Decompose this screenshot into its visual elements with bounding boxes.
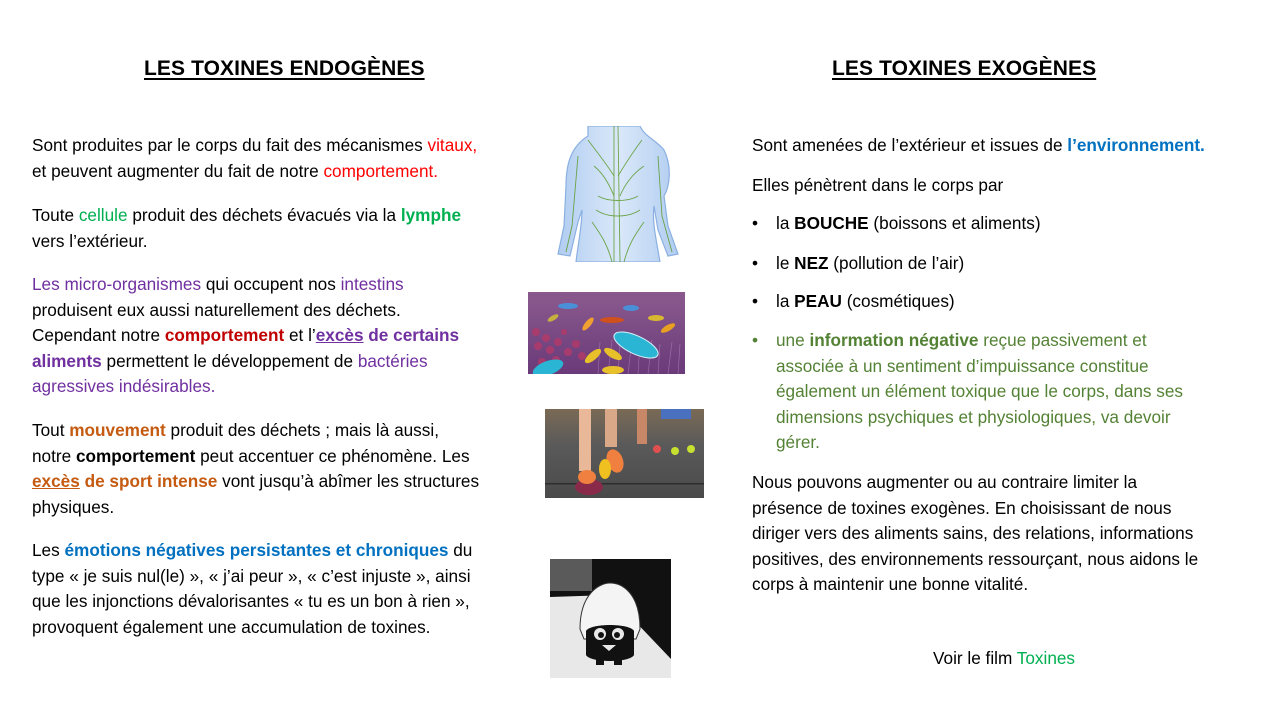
text: le: [776, 253, 795, 273]
text: Les: [32, 540, 65, 560]
text: permettent le développement de: [101, 350, 358, 371]
text: reçue passivement et: [978, 330, 1147, 350]
highlight-exces: excès: [32, 471, 80, 491]
highlight-mouvement: mouvement: [69, 420, 166, 440]
highlight-comportement: comportement: [164, 325, 285, 345]
highlight-bacteries: bactéries: [357, 350, 428, 371]
text: que les injonctions dévalorisantes « tu es un bon à rien »,: [32, 591, 470, 611]
paragraph-produced-by-body: [32, 133, 477, 184]
lymphatic-system-image: [548, 126, 684, 262]
text: Voir le film: [933, 648, 1017, 668]
keyword: PEAU: [794, 291, 842, 311]
text: qui occupent nos: [201, 274, 341, 294]
text: notre: [32, 445, 76, 466]
highlight-micro-organismes: Les micro-organismes: [32, 274, 202, 294]
text: gérer.: [776, 432, 820, 452]
highlight-vitaux: vitaux,: [427, 135, 478, 155]
paragraph-penetrent: [752, 173, 1003, 199]
text: associée à un sentiment d’impuissance constitue: [776, 355, 1149, 376]
text: et peuvent augmenter du fait de notre: [32, 160, 324, 181]
highlight-certains: de certains: [363, 325, 460, 345]
text: Cependant notre: [32, 325, 165, 345]
highlight-information-negative: information négative: [809, 330, 979, 350]
toxines-film-link[interactable]: Toxines: [1016, 648, 1076, 668]
film-link-line: [933, 646, 1075, 672]
paragraph-limiter-toxines: [752, 470, 1198, 598]
text: produisent eux aussi naturellement des déchets.: [32, 299, 401, 320]
text: et l’: [284, 325, 316, 345]
text: provoquent également une accumulation de toxines.: [32, 616, 431, 637]
title-exogenous: LES TOXINES EXOGÈNES: [832, 57, 1097, 80]
highlight-comportement: comportement: [75, 445, 196, 466]
bullet-icon: •: [752, 330, 759, 350]
calimero-image: [550, 559, 671, 678]
text: positives, des environnements ressourçant, nous aidons le: [752, 548, 1199, 569]
bullet-icon: •: [752, 253, 759, 273]
paragraph-mouvement: [32, 418, 479, 520]
highlight-sport-intense: de sport intense: [79, 471, 218, 491]
paragraph-exterieur: [752, 133, 1205, 159]
text: présence de toxines exogènes. En choisissant de nous: [752, 497, 1172, 518]
highlight-lymphe: lymphe: [400, 205, 462, 225]
highlight-environnement: l’environnement.: [1067, 135, 1205, 155]
text: diriger vers des aliments sains, des relations, informations: [752, 523, 1194, 543]
highlight-aliments: aliments: [32, 350, 102, 371]
paragraph-micro-organismes: [32, 272, 459, 400]
text: Sont amenées de l’extérieur et issues de: [752, 135, 1068, 155]
text: une: [776, 330, 810, 350]
runners-image: [545, 409, 704, 498]
text: du: [448, 540, 473, 560]
text: physiques.: [32, 496, 115, 517]
text: (cosmétiques): [841, 291, 955, 311]
paragraph-emotions: [32, 538, 472, 640]
highlight-cellule: cellule: [78, 205, 128, 225]
text: type « je suis nul(le) », « j’ai peur », « c’est injuste », ainsi: [32, 565, 471, 586]
text: corps à maintenir une bonne vitalité.: [752, 574, 1029, 594]
text: Nous pouvons augmenter ou au contraire limiter la: [752, 472, 1138, 492]
text: Elles pénètrent dans le corps par: [752, 175, 1004, 195]
highlight-emotions: émotions négatives persistantes et chroniques: [64, 540, 449, 560]
text: vers l’extérieur.: [32, 230, 148, 251]
text: peut accentuer ce phénomène. Les: [195, 445, 470, 466]
text: la: [776, 291, 795, 311]
text: la: [776, 213, 795, 233]
highlight-agressives: agressives indésirables.: [32, 376, 216, 396]
text: produit des déchets ; mais là aussi,: [165, 420, 439, 440]
paragraph-cellule-lymphe: [32, 203, 461, 254]
title-endogenous: LES TOXINES ENDOGÈNES: [144, 57, 425, 80]
text: (boissons et aliments): [868, 213, 1041, 233]
text: Tout: [32, 420, 70, 440]
text: dimensions psychiques et physiologiques, va devoir: [776, 406, 1171, 427]
text: Sont produites par le corps du fait des mécanismes: [32, 135, 428, 155]
bullet-icon: •: [752, 291, 759, 311]
keyword: BOUCHE: [794, 213, 869, 233]
highlight-comportement: comportement.: [323, 160, 439, 181]
keyword: NEZ: [794, 253, 829, 273]
text: Toute: [32, 205, 79, 225]
bullet-icon: •: [752, 213, 759, 233]
text: produit des déchets évacués via la: [127, 205, 401, 225]
highlight-exces: excès: [315, 325, 364, 345]
text: également un élément toxique que le corps, dans ses: [776, 381, 1184, 401]
text: (pollution de l’air): [828, 253, 965, 273]
text: vont jusqu’à abîmer les structures: [217, 471, 480, 491]
highlight-intestins: intestins: [340, 274, 404, 294]
bacteria-image: [528, 292, 685, 374]
